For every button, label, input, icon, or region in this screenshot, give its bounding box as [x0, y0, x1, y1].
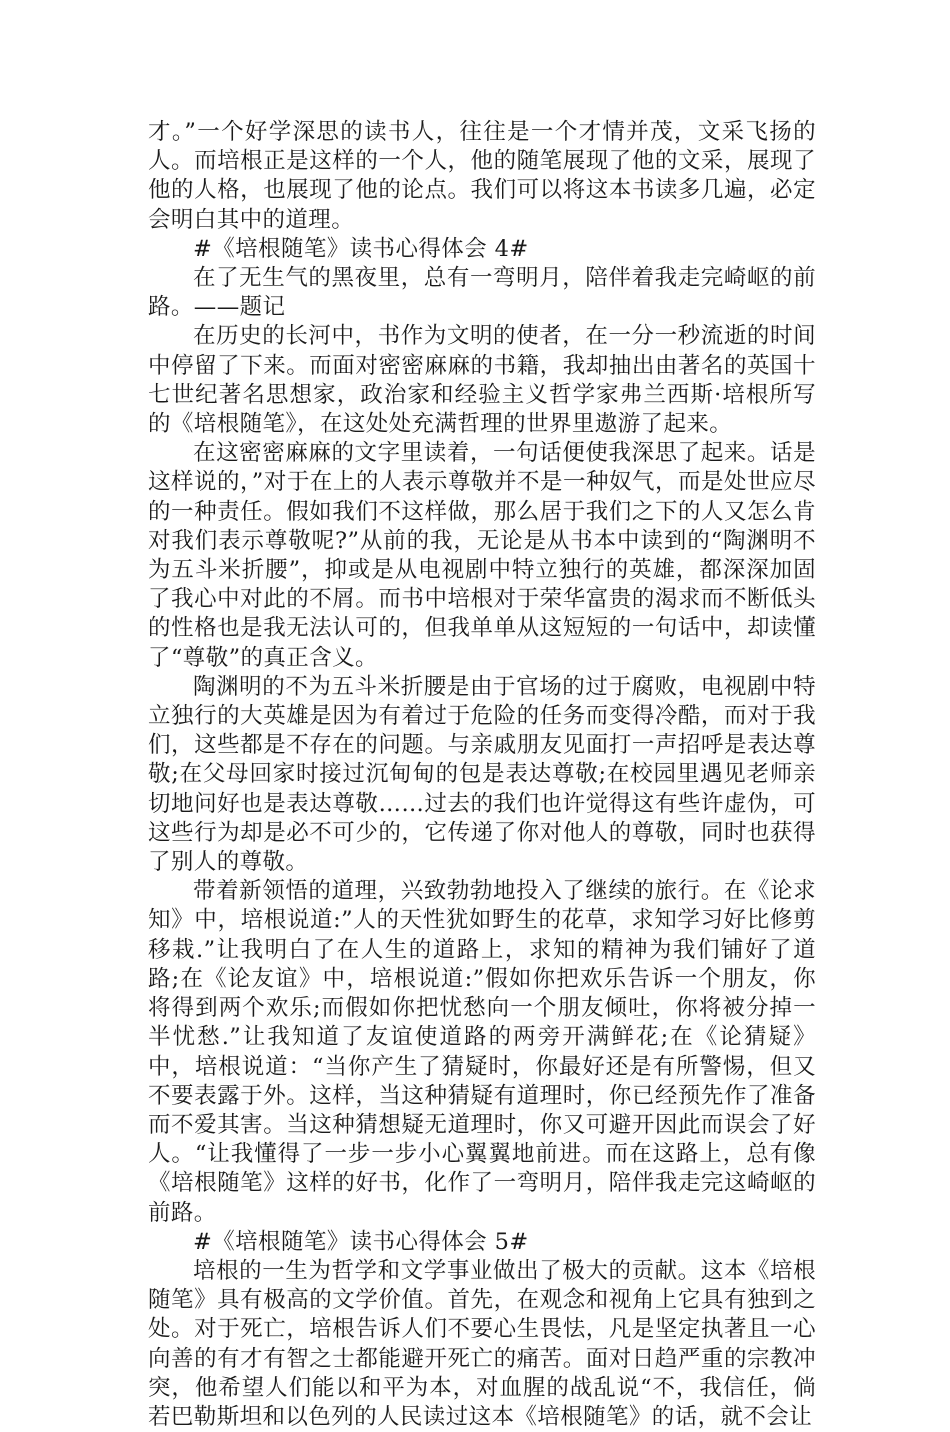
- body-paragraph: 带着新领悟的道理，兴致勃勃地投入了继续的旅行。在《论求知》中，培根说道:”人的天性犹如野生的花草，求知学习好比修剪移栽.”让我明白了在人生的道路上，求知的精神为我们铺好了道路;在《论友谊》中，培根说道:”假如你把欢乐告诉一个朋友，你将得到两个欢乐;而假如你把忧愁向一个朋友倾吐，你将被分掉一半忧愁.”让我知道了友谊使道路的两旁开满鲜花;在《论猜疑》中，培根说道：“当你产生了猜疑时，你最好还是有所警惕，但又不要表露于外。这样，当这种猜疑有道理时，你已经预先作了准备而不爱其害。当这种猜想疑无道理时，你又可避开因此而误会了好人。“让我懂得了一步一步小心翼翼地前进。而在这路上，总有像《培根随笔》这样的好书，化作了一弯明月，陪伴我走完这崎岖的前路。: [148, 878, 816, 1226]
- body-paragraph: 陶渊明的不为五斗米折腰是由于官场的过于腐败，电视剧中特立独行的大英雄是因为有着过于危险的任务而变得冷酷，而对于我们，这些都是不存在的问题。与亲戚朋友见面打一声招呼是表达尊敬;在父母回家时接过沉甸甸的包是表达尊敬;在校园里遇见老师亲切地问好也是表达尊敬……过去的我们也许觉得这有些许虚伪，可这些行为却是必不可少的，它传递了你对他人的尊敬，同时也获得了别人的尊敬。: [148, 673, 816, 876]
- body-paragraph: 培根的一生为哲学和文学事业做出了极大的贡献。这本《培根随笔》具有极高的文学价值。首先，在观念和视角上它具有独到之处。对于死亡，培根告诉人们不要心生畏怯，凡是坚定执著且一心向善的有才有智之士都能避开死亡的痛苦。面对日趋严重的宗教冲突，他希望人们能以和平为本，对血腥的战乱说“不，我信任，倘若巴勒斯坦和以色列的人民读过这本《培根随笔》的话，就不会让: [148, 1257, 816, 1430]
- section-heading-4: #《培根随笔》读书心得体会 4#: [193, 235, 529, 262]
- body-paragraph: 在这密密麻麻的文字里读着，一句话便使我深思了起来。话是这样说的，”对于在上的人表示尊敬并不是一种奴气，而是处世应尽的一种责任。假如我们不这样做，那么居于我们之下的人又怎么肯对我们表示尊敬呢?”从前的我，无论是从书本中读到的“陶渊明不为五斗米折腰”，抑或是从电视剧中特立独行的英雄，都深深加固了我心中对此的不屑。而书中培根对于荣华富贵的渴求而不断低头的性格也是我无法认可的，但我单单从这短短的一句话中，却读懂了“尊敬”的真正含义。: [148, 440, 816, 671]
- body-paragraph: 在历史的长河中，书作为文明的使者，在一分一秒流逝的时间中停留了下来。而面对密密麻麻的书籍，我却抽出由著名的英国十七世纪著名思想家，政治家和经验主义哲学家弗兰西斯·培根所写的《培根随笔》，在这处处充满哲理的世界里遨游了起来。: [148, 323, 816, 438]
- section-heading-5: #《培根随笔》读书心得体会 5#: [193, 1228, 529, 1255]
- paragraph-continuation: 才。”一个好学深思的读书人，往往是一个才情并茂，文采飞扬的人。而培根正是这样的一个人，他的随笔展现了他的文采，展现了他的人格，也展现了他的论点。我们可以将这本书读多几遍，必定会明白其中的道理。: [148, 119, 816, 233]
- document-page: [148, 118, 816, 1432]
- epigraph-paragraph: 在了无生气的黑夜里，总有一弯明月，陪伴着我走完崎岖的前路。——题记: [148, 265, 816, 321]
